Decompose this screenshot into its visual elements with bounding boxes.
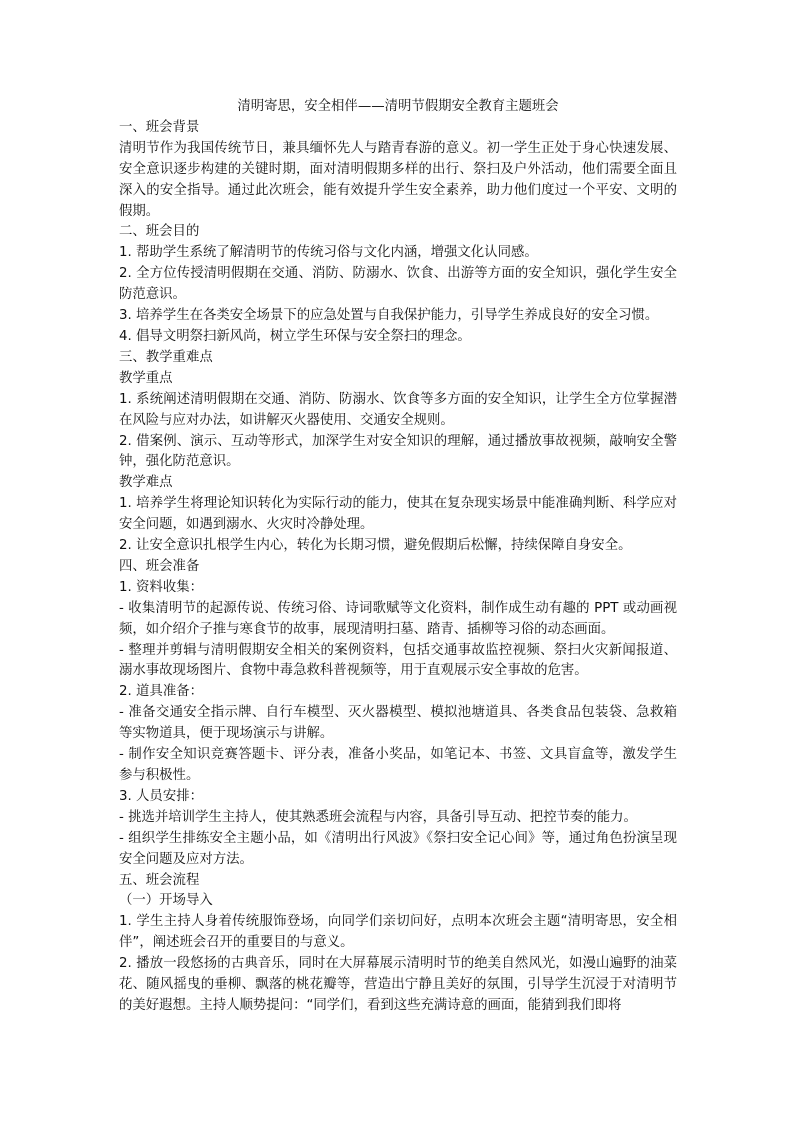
subheading-staffing: 3. 人员安排： <box>119 788 203 804</box>
document-page <box>119 97 677 1017</box>
purpose-item: 1. 帮助学生系统了解清明节的传统习俗与文化内涵，增强文化认同感。 <box>119 245 538 261</box>
key-item: 1. 系统阐述清明假期在交通、消防、防溺水、饮食等多方面的安全知识，让学生全方位掌握潜在风险与应对办法，如讲解灭火器使用、交通安全规则。 <box>119 391 677 428</box>
staffing-item: - 挑选并培训学生主持人，使其熟悉班会流程与内容，具备引导互动、把控节奏的能力。 <box>119 809 637 825</box>
section-heading-preparation: 四、班会准备 <box>119 558 200 574</box>
difficult-item: 2. 让安全意识扎根学生内心，转化为长期习惯，避免假期后松懈，持续保障自身安全。 <box>119 538 632 554</box>
subheading-props: 2. 道具准备： <box>119 684 203 700</box>
props-item: - 制作安全知识竞赛答题卡、评分表，准备小奖品，如笔记本、书签、文具盲盒等，激发学生参与积极性。 <box>119 747 677 783</box>
staffing-item: - 组织学生排练安全主题小品，如《清明出行风波》《祭扫安全记心间》等，通过角色扮演呈现安全问题及应对方法。 <box>119 830 677 867</box>
section-heading-purpose: 二、班会目的 <box>119 224 200 240</box>
difficult-item: 1. 培养学生将理论知识转化为实际行动的能力，使其在复杂现实场景中能准确判断、科学应对安全问题，如遇到溺水、火灾时冷静处理。 <box>119 496 677 533</box>
subheading-difficult: 教学难点 <box>119 475 173 491</box>
purpose-item: 4. 倡导文明祭扫新风尚，树立学生环保与安全祭扫的理念。 <box>119 328 471 344</box>
props-item: - 准备交通安全指示牌、自行车模型、灭火器模型、模拟池塘道具、各类食品包装袋、急救箱等实物道具，便于现场演示与讲解。 <box>119 705 677 742</box>
subheading-key: 教学重点 <box>119 370 173 386</box>
section-heading-key-points: 三、教学重难点 <box>119 349 213 365</box>
subheading-materials: 1. 资料收集： <box>119 579 203 595</box>
process-item: 1. 学生主持人身着传统服饰登场，向同学们亲切问好，点明本次班会主题“清明寄思，安全相伴”，阐述班会召开的重要目的与意义。 <box>119 914 677 951</box>
materials-item: - 收集清明节的起源传说、传统习俗、诗词歌赋等文化资料，制作成生动有趣的 PPT 或动画视频，如介绍介子推与寒食节的故事，展现清明扫墓、踏青、插柳等习俗的动态画面。 <box>119 600 677 637</box>
process-item: 2. 播放一段悠扬的古典音乐，同时在大屏幕展示清明时节的绝美自然风光，如漫山遍野的油菜花、随风摇曳的垂柳、飘落的桃花瓣等，营造出宁静且美好的氛围，引导学生沉浸于对清明节的美好遐想。主持人顺势提问：“同学们，看到这些充满诗意的画面，能猜到我们即将 <box>119 956 677 1013</box>
purpose-item: 3. 培养学生在各类安全场景下的应急处置与自我保护能力，引导学生养成良好的安全习惯。 <box>119 308 659 324</box>
section-heading-process: 五、班会流程 <box>119 872 200 888</box>
section-heading-background: 一、班会背景 <box>119 119 200 135</box>
purpose-item: 2. 全方位传授清明假期在交通、消防、防溺水、饮食、出游等方面的安全知识，强化学生安全防范意识。 <box>119 266 677 303</box>
document-title: 清明寄思，安全相伴——清明节假期安全教育主题班会 <box>237 99 559 114</box>
background-paragraph: 清明节作为我国传统节日，兼具缅怀先人与踏青春游的意义。初一学生正处于身心快速发展、安全意识逐步构建的关键时期，面对清明假期多样的出行、祭扫及户外活动，他们需要全面且深入的安全指导。通过此次班会，能有效提升学生安全素养，助力他们度过一个平安、文明的假期。 <box>119 140 677 219</box>
materials-item: - 整理并剪辑与清明假期安全相关的案例资料，包括交通事故监控视频、祭扫火灾新闻报道、溺水事故现场图片、食物中毒急救科普视频等，用于直观展示安全事故的危害。 <box>119 642 677 679</box>
subheading-opening: （一）开场导入 <box>119 893 213 909</box>
key-item: 2. 借案例、演示、互动等形式，加深学生对安全知识的理解，通过播放事故视频，敲响安全警钟，强化防范意识。 <box>119 433 677 470</box>
